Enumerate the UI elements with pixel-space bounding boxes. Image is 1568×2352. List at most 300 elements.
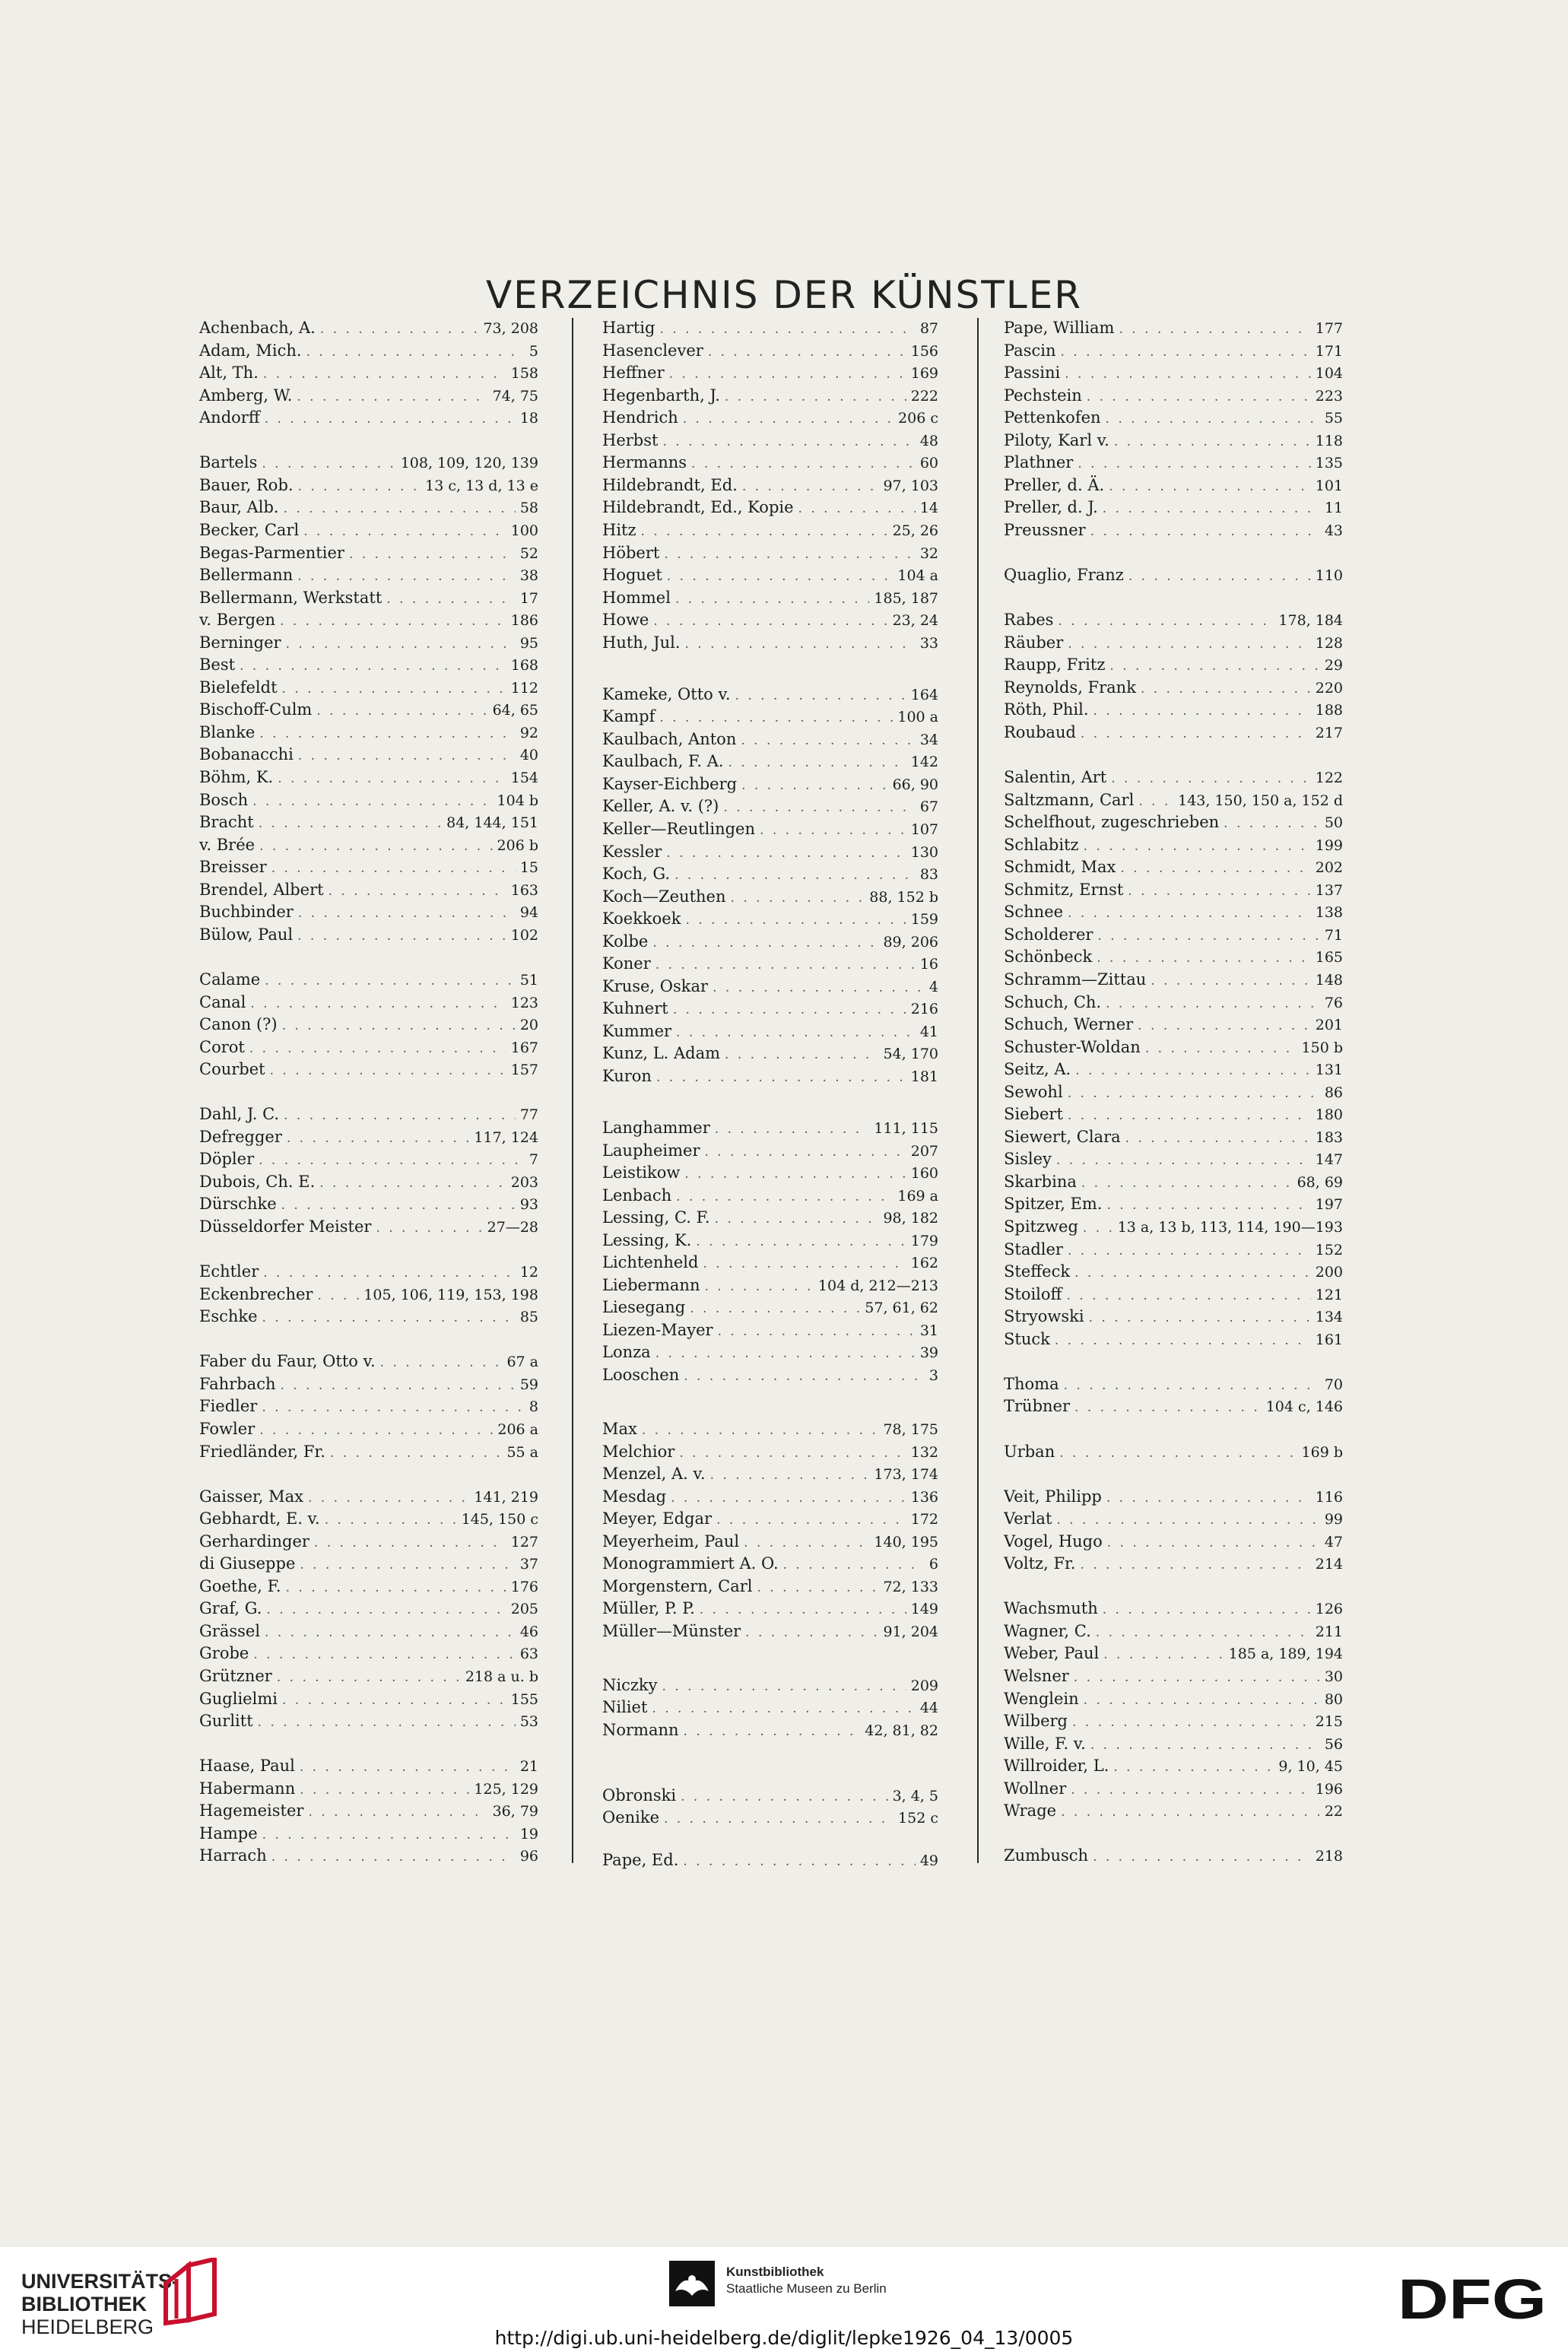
kb-line: Kunstbibliothek	[726, 2265, 824, 2279]
artist-name: Laupheimer	[602, 1141, 700, 1160]
leader-dots	[1081, 1172, 1293, 1193]
artist-name: Schelfhout, zugeschrieben	[1004, 813, 1220, 832]
artist-name: Echtler	[199, 1262, 259, 1281]
artist-name: Wenglein	[1004, 1689, 1079, 1708]
artist-name: Dahl, J. C.	[199, 1105, 280, 1124]
plate-numbers: 156	[910, 342, 938, 360]
leader-dots	[278, 767, 506, 789]
plate-numbers: 56	[1324, 1735, 1343, 1753]
leader-dots	[329, 880, 506, 901]
artist-name: Plathner	[1004, 453, 1074, 472]
artist-name: Schuch, Werner	[1004, 1015, 1134, 1034]
plate-numbers: 46	[519, 1623, 538, 1640]
plate-numbers: 163	[510, 881, 538, 899]
plate-numbers: 100	[510, 522, 538, 539]
index-entry	[1004, 811, 1343, 833]
leader-dots	[723, 796, 915, 817]
artist-name: Canal	[199, 992, 246, 1011]
leader-dots	[1093, 700, 1311, 721]
plate-numbers: 147	[1315, 1151, 1343, 1169]
leader-dots	[271, 857, 516, 878]
artist-name: Skarbina	[1004, 1172, 1077, 1191]
leader-dots	[716, 1509, 906, 1530]
plate-numbers: 16	[919, 956, 938, 973]
index-entry	[1004, 653, 1343, 676]
leader-dots	[1224, 812, 1320, 833]
leader-dots	[265, 408, 516, 429]
artist-name: Schnee	[1004, 903, 1064, 922]
index-entry	[602, 1417, 938, 1440]
index-entry	[602, 683, 938, 706]
leader-dots	[1128, 880, 1310, 901]
artist-name: Hegenbarth, J.	[602, 386, 720, 405]
leader-dots	[1113, 1756, 1274, 1777]
index-entry	[602, 1251, 938, 1274]
artist-name: Schmidt, Max	[1004, 858, 1116, 877]
artist-name: Harrach	[199, 1846, 267, 1865]
plate-numbers: 89, 206	[883, 933, 938, 951]
index-entry	[602, 1507, 938, 1530]
artist-name: Düsseldorfer Meister	[199, 1217, 372, 1236]
leader-dots	[685, 633, 916, 654]
artist-name: Buchbinder	[199, 903, 294, 922]
artist-name: Liesegang	[602, 1298, 686, 1317]
index-entry	[1004, 1709, 1343, 1732]
index-entry	[1004, 1440, 1343, 1463]
leader-dots	[718, 1320, 916, 1341]
artist-name: Koekkoek	[602, 909, 681, 928]
leader-dots	[308, 1801, 487, 1822]
leader-dots	[1068, 633, 1310, 654]
plate-numbers: 164	[910, 686, 938, 703]
plate-numbers: 169 a	[897, 1187, 938, 1205]
leader-dots	[1087, 386, 1311, 407]
ub-logo-line: HEIDELBERG	[21, 2315, 154, 2338]
index-entry	[199, 855, 538, 878]
plate-numbers: 183	[1315, 1128, 1343, 1146]
leader-dots	[675, 588, 869, 609]
plate-numbers: 72, 133	[883, 1578, 938, 1595]
index-entry	[1004, 1058, 1343, 1081]
index-entry	[1004, 676, 1343, 699]
artist-name: Bischoff-Culm	[199, 700, 313, 719]
leader-dots	[659, 318, 915, 339]
plate-numbers: 209	[910, 1677, 938, 1694]
artist-name: Koch—Zeuthen	[602, 887, 726, 906]
artist-name: Zumbusch	[1004, 1846, 1089, 1865]
plate-numbers: 8	[528, 1398, 538, 1416]
index-entry	[602, 384, 938, 407]
artist-name: Morgenstern, Carl	[602, 1576, 753, 1595]
index-entry	[602, 1462, 938, 1485]
index-entry	[1004, 406, 1343, 429]
index-entry	[602, 795, 938, 817]
plate-numbers: 67 a	[506, 1354, 538, 1371]
leader-dots	[741, 729, 915, 751]
index-entry	[602, 1552, 938, 1575]
leader-dots	[287, 1127, 470, 1148]
leader-dots	[250, 992, 506, 1014]
artist-name: Bobanacchi	[199, 745, 294, 764]
artist-name: Schlabitz	[1004, 835, 1079, 854]
index-entry	[1004, 1260, 1343, 1283]
leader-dots	[1078, 452, 1310, 474]
artist-name: Koch, G.	[602, 865, 671, 884]
index-entry	[602, 750, 938, 773]
index-entry	[602, 1620, 938, 1643]
plate-numbers: 214	[1315, 1556, 1343, 1573]
artist-name: Hagemeister	[199, 1801, 304, 1820]
plate-numbers: 51	[519, 971, 538, 989]
index-entry	[1004, 1305, 1343, 1328]
artist-name: di Giuseppe	[199, 1554, 296, 1573]
leader-dots	[1068, 902, 1311, 923]
plate-numbers: 50	[1324, 814, 1343, 832]
plate-numbers: 29	[1324, 657, 1343, 674]
index-entry	[602, 728, 938, 751]
index-entry	[199, 1754, 538, 1777]
index-entry	[1004, 789, 1343, 811]
leader-dots	[263, 363, 506, 384]
leader-dots	[664, 1808, 894, 1829]
plate-numbers: 43	[1324, 522, 1343, 539]
index-entry	[1004, 1620, 1343, 1643]
plate-numbers: 21	[519, 1758, 538, 1776]
plate-numbers: 18	[519, 410, 538, 427]
artist-name: Müller—Münster	[602, 1621, 741, 1640]
artist-name: Hildebrandt, Ed., Kopie	[602, 498, 794, 517]
plate-numbers: 116	[1315, 1488, 1343, 1506]
leader-dots	[669, 363, 906, 384]
plate-numbers: 110	[1315, 567, 1343, 585]
artist-name: Fowler	[199, 1419, 256, 1438]
artist-name: Steffeck	[1004, 1262, 1071, 1281]
plate-numbers: 123	[510, 994, 538, 1011]
kunstbibliothek-label[interactable]	[726, 2264, 887, 2297]
index-entry	[199, 1597, 538, 1620]
index-entry	[602, 907, 938, 930]
artist-name: Courbet	[199, 1060, 265, 1079]
leader-dots	[708, 341, 906, 362]
artist-name: Schmitz, Ernst	[1004, 880, 1124, 899]
plate-numbers: 36, 79	[492, 1803, 538, 1820]
index-entry	[602, 1485, 938, 1508]
index-entry	[1004, 316, 1343, 339]
leader-dots	[725, 1043, 878, 1065]
source-url[interactable]: http://digi.ub.uni-heidelberg.de/diglit/lepke1926_04_13/0005	[494, 2327, 1074, 2349]
leader-dots	[1138, 1014, 1311, 1036]
artist-name: Rabes	[1004, 611, 1054, 630]
artist-name: Kruse, Oskar	[602, 976, 709, 995]
artist-name: Böhm, K.	[199, 768, 274, 786]
plate-numbers: 152 c	[898, 1810, 938, 1827]
index-entry	[199, 1215, 538, 1238]
plate-numbers: 206 b	[497, 836, 538, 854]
index-entry	[1004, 1373, 1343, 1395]
leader-dots	[259, 1149, 525, 1170]
artist-name: Bracht	[199, 813, 254, 832]
leader-dots	[297, 565, 516, 586]
artist-name: Lonza	[602, 1343, 651, 1362]
artist-name: Hommel	[602, 588, 671, 607]
artist-name: Veit, Philipp	[1004, 1487, 1102, 1506]
leader-dots	[671, 1487, 906, 1508]
artist-name: Lessing, C. F.	[602, 1208, 710, 1227]
artist-name: Hampe	[199, 1824, 258, 1843]
artist-name: Kuhnert	[602, 999, 668, 1018]
plate-numbers: 140, 195	[874, 1533, 938, 1551]
index-entry	[1004, 1013, 1343, 1036]
leader-dots	[1081, 722, 1311, 744]
index-entry	[199, 1687, 538, 1710]
artist-name: Dubois, Ch. E.	[199, 1172, 316, 1191]
plate-numbers: 14	[919, 500, 938, 517]
index-entry	[602, 1440, 938, 1463]
dfg-logo[interactable]	[1398, 2274, 1547, 2323]
plate-numbers: 206 a	[497, 1420, 538, 1438]
index-entry	[1004, 1215, 1343, 1238]
plate-numbers: 94	[519, 904, 538, 922]
leader-dots	[1089, 1306, 1311, 1328]
index-entry	[199, 1709, 538, 1732]
kb-line: Staatliche Museen zu Berlin	[726, 2281, 887, 2296]
artist-name: Stryowski	[1004, 1307, 1084, 1326]
index-entry	[1004, 1170, 1343, 1193]
artist-name: Trübner	[1004, 1397, 1071, 1416]
plate-numbers: 19	[519, 1825, 538, 1843]
plate-numbers: 220	[1315, 679, 1343, 697]
plate-numbers: 162	[910, 1255, 938, 1272]
index-entry	[199, 1575, 538, 1598]
index-entry	[602, 1784, 938, 1807]
artist-name: Weber, Paul	[1004, 1644, 1100, 1663]
index-entry	[1004, 631, 1343, 654]
index-entry	[602, 1674, 938, 1697]
leader-dots	[298, 902, 516, 923]
plate-numbers: 70	[1324, 1376, 1343, 1393]
plate-numbers: 39	[919, 1344, 938, 1362]
index-entry	[199, 1440, 538, 1463]
plate-numbers: 131	[1315, 1062, 1343, 1079]
leader-dots	[300, 1554, 515, 1575]
artist-name: Defregger	[199, 1127, 282, 1146]
plate-numbers: 169	[910, 365, 938, 382]
index-entry	[199, 766, 538, 789]
index-entry	[199, 1373, 538, 1395]
artist-name: Thoma	[1004, 1374, 1059, 1393]
index-entry	[199, 721, 538, 744]
column-divider	[572, 318, 573, 1863]
leader-dots	[745, 1621, 878, 1643]
plate-numbers: 158	[510, 365, 538, 382]
artist-name: Sisley	[1004, 1150, 1052, 1169]
leader-dots	[673, 998, 906, 1020]
index-entry	[1004, 1732, 1343, 1755]
leader-dots	[259, 1419, 493, 1440]
index-entry	[1004, 563, 1343, 586]
leader-dots	[674, 864, 916, 885]
leader-dots	[1097, 947, 1311, 968]
artist-name: Kunz, L. Adam	[602, 1044, 721, 1063]
leader-dots	[330, 1442, 503, 1463]
artist-name: Wagner, C.	[1004, 1621, 1091, 1640]
leader-dots	[1125, 1127, 1311, 1148]
index-entry	[602, 608, 938, 631]
index-entry	[199, 991, 538, 1014]
plate-numbers: 196	[1315, 1780, 1343, 1798]
leader-dots	[284, 497, 516, 519]
plate-numbers: 150 b	[1301, 1039, 1343, 1056]
artist-name: Hitz	[602, 520, 636, 539]
artist-name: Passini	[1004, 363, 1061, 382]
leader-dots	[300, 1779, 469, 1800]
leader-dots	[319, 1172, 506, 1193]
artist-name: Salentin, Art	[1004, 768, 1107, 786]
leader-dots	[1084, 1689, 1320, 1710]
leader-dots	[703, 1252, 906, 1274]
plate-numbers: 137	[1315, 881, 1343, 899]
artist-name: Siewert, Clara	[1004, 1127, 1121, 1146]
artist-name: Pape, William	[1004, 319, 1115, 337]
plate-numbers: 148	[1315, 971, 1343, 989]
leader-dots	[684, 1365, 925, 1386]
leader-dots	[1106, 1194, 1310, 1215]
leader-dots	[1106, 408, 1320, 429]
leader-dots	[1141, 678, 1311, 699]
index-entry	[199, 541, 538, 564]
index-entry	[1004, 945, 1343, 968]
leader-dots	[1068, 1104, 1311, 1125]
artist-name: Kuron	[602, 1067, 652, 1085]
leader-dots	[1074, 1666, 1320, 1687]
plate-numbers: 154	[510, 770, 538, 786]
plate-numbers: 25, 26	[892, 522, 938, 539]
plate-numbers: 102	[510, 926, 538, 944]
artist-name: Meyer, Edgar	[602, 1509, 713, 1528]
artist-name: Hasenclever	[602, 341, 703, 360]
artist-name: Preller, d. Ä.	[1004, 475, 1105, 494]
leader-dots	[742, 475, 879, 497]
index-entry	[1004, 608, 1343, 631]
leader-dots	[710, 1464, 870, 1485]
index-entry	[602, 952, 938, 975]
leader-dots	[1056, 1509, 1319, 1530]
index-entry	[1004, 1125, 1343, 1148]
leader-dots	[249, 1037, 506, 1059]
leader-dots	[652, 1697, 915, 1719]
index-entry	[1004, 923, 1343, 946]
leader-dots	[1064, 1374, 1320, 1395]
leader-dots	[259, 835, 492, 856]
plate-numbers: 57, 61, 62	[865, 1300, 938, 1317]
plate-numbers: 87	[919, 320, 938, 337]
artist-name: Schuster-Woldan	[1004, 1037, 1141, 1056]
plate-numbers: 199	[1315, 836, 1343, 854]
leader-dots	[1103, 497, 1320, 519]
plate-numbers: 107	[910, 821, 938, 838]
plate-numbers: 11	[1324, 500, 1343, 517]
plate-numbers: 197	[1315, 1196, 1343, 1214]
column-divider	[977, 318, 979, 1863]
leader-dots	[308, 1487, 469, 1508]
plate-numbers: 58	[519, 500, 538, 517]
leader-dots	[744, 1531, 869, 1553]
artist-name: Döpler	[199, 1150, 255, 1169]
index-entry	[1004, 1238, 1343, 1261]
leader-dots	[655, 954, 916, 975]
index-entry	[1004, 855, 1343, 878]
leader-dots	[325, 1509, 457, 1530]
page-title: VERZEICHNIS DER KÜNSTLER	[485, 272, 1083, 317]
index-entry	[1004, 474, 1343, 497]
plate-numbers: 211	[1315, 1623, 1343, 1640]
artist-name: Seitz, A.	[1004, 1060, 1071, 1079]
plate-numbers: 67	[919, 798, 938, 816]
plate-numbers: 118	[1315, 432, 1343, 449]
plate-numbers: 97, 103	[883, 477, 938, 494]
index-entry	[1004, 1777, 1343, 1800]
plate-numbers: 104	[1315, 365, 1343, 382]
leader-dots	[1109, 655, 1319, 676]
index-entry	[199, 316, 538, 339]
artist-name: Grässel	[199, 1621, 261, 1640]
index-entry	[602, 563, 938, 586]
plate-numbers: 145, 150 c	[461, 1511, 538, 1528]
leader-dots	[262, 1396, 525, 1417]
leader-dots	[760, 819, 906, 840]
leader-dots	[683, 1850, 915, 1871]
plate-numbers: 188	[1315, 702, 1343, 719]
index-entry	[602, 1229, 938, 1252]
index-entry	[1004, 833, 1343, 856]
plate-numbers: 105, 106, 119, 153, 198	[363, 1286, 538, 1303]
index-entry	[199, 1125, 538, 1148]
leader-dots	[681, 1785, 887, 1807]
leader-dots	[798, 497, 916, 519]
artist-name: Bauer, Rob.	[199, 475, 294, 494]
artist-name: Best	[199, 655, 236, 674]
artist-name: Höbert	[602, 543, 660, 562]
index-entry	[602, 1042, 938, 1065]
index-entry	[1004, 698, 1343, 721]
plate-numbers: 178, 184	[1278, 612, 1343, 630]
leader-dots	[1075, 1059, 1311, 1081]
index-entry	[199, 1058, 538, 1081]
plate-numbers: 5	[528, 342, 538, 360]
artist-name: Howe	[602, 611, 649, 630]
index-entry	[1004, 1485, 1343, 1508]
plate-numbers: 181	[910, 1068, 938, 1085]
leader-dots	[1065, 363, 1311, 384]
index-entry	[602, 519, 938, 541]
index-entry	[199, 384, 538, 407]
leader-dots	[298, 744, 516, 766]
artist-name: Meyerheim, Paul	[602, 1531, 740, 1551]
leader-dots	[1068, 1082, 1320, 1103]
leader-dots	[1074, 1262, 1311, 1283]
index-entry	[1004, 991, 1343, 1014]
plate-numbers: 100 a	[897, 709, 938, 726]
index-entry	[602, 997, 938, 1020]
leader-dots	[1080, 1554, 1310, 1575]
leader-dots	[1058, 610, 1274, 631]
plate-numbers: 20	[519, 1017, 538, 1034]
index-entry	[1004, 968, 1343, 991]
index-entry	[602, 817, 938, 840]
plate-numbers: 222	[910, 387, 938, 405]
plate-numbers: 64, 65	[492, 702, 538, 719]
artist-name: Kummer	[602, 1021, 672, 1040]
